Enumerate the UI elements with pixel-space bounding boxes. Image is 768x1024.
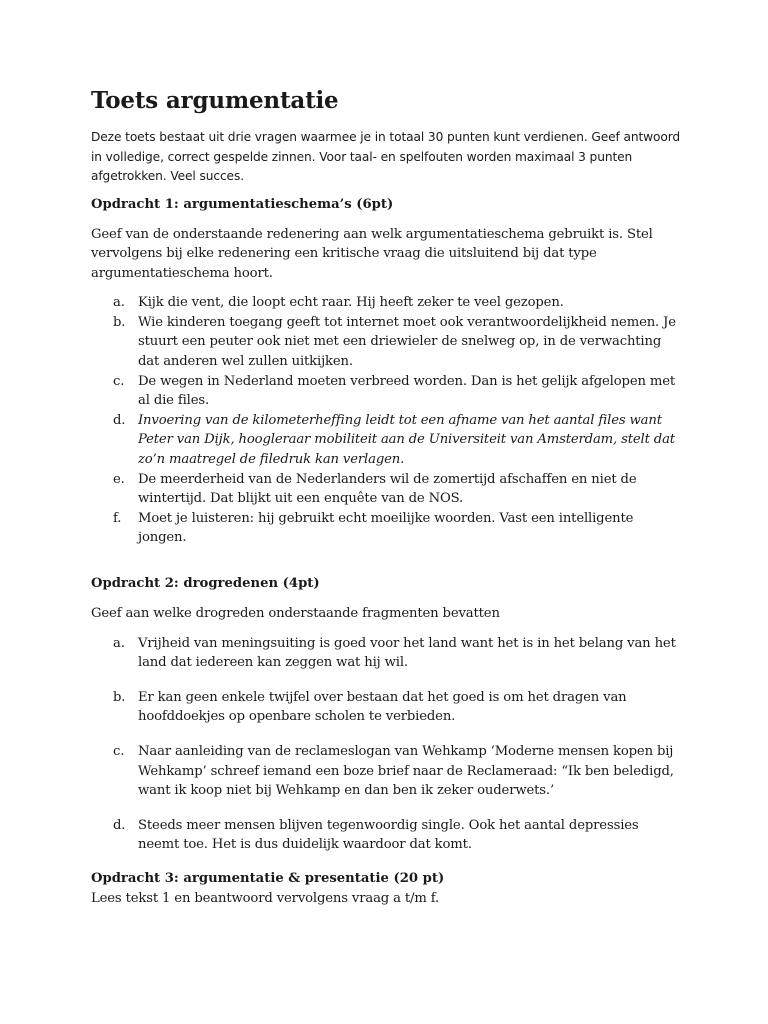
list-item xyxy=(91,293,681,313)
section-3-instruction: Lees tekst 1 en beantwoord vervolgens vraag a t/m f. xyxy=(91,890,440,906)
section-1-list xyxy=(91,293,681,548)
list-item xyxy=(91,688,681,727)
section-3 xyxy=(91,869,681,909)
section-1-heading: Opdracht 1: argumentatieschema’s (6pt) xyxy=(91,196,394,212)
list-marker: d. xyxy=(113,817,126,833)
list-item xyxy=(91,816,681,855)
section-2-list xyxy=(91,634,681,855)
list-item-text: De meerderheid van de Nederlanders wil de zomertijd afschaffen en niet de wintertijd. Dat blijkt uit een enquête van de NOS. xyxy=(138,471,637,507)
list-marker: a. xyxy=(113,635,125,651)
list-marker: a. xyxy=(113,295,125,311)
section-1-instruction: Geef van de onderstaande redenering aan welk argumentatieschema gebruikt is. Stel vervolgens bij elke redenering een kritische vraag die uitsluitend bij dat type argumentatieschema hoort. xyxy=(91,226,653,281)
list-item-text: Er kan geen enkele twijfel over bestaan dat het goed is om het dragen van hoofddoekjes op openbare scholen te verbieden. xyxy=(138,689,627,725)
list-marker: e. xyxy=(113,471,125,487)
section-2-instruction: Geef aan welke drogreden onderstaande fragmenten bevatten xyxy=(91,606,500,621)
list-item xyxy=(91,372,681,411)
list-item xyxy=(91,411,681,470)
intro-paragraph: Deze toets bestaat uit drie vragen waarmee je in totaal 30 punten kunt verdienen. Geef antwoord in volledige, correct gespelde zinnen. Voor taal- en spelfouten worden maximaal 3 punten afgetrokken. Veel succes. xyxy=(91,130,681,183)
list-item xyxy=(91,742,681,801)
section-3-heading: Opdracht 3: argumentatie & presentatie (20 pt) xyxy=(91,870,445,886)
section-2-heading: Opdracht 2: drogredenen (4pt) xyxy=(91,576,320,591)
list-item-text: Kijk die vent, die loopt echt raar. Hij heeft zeker te veel gezopen. xyxy=(138,295,564,311)
list-marker: c. xyxy=(113,743,125,759)
list-marker: c. xyxy=(113,373,125,389)
list-marker: b. xyxy=(113,689,126,705)
section-2 xyxy=(91,574,681,855)
list-item-text: Vrijheid van meningsuiting is goed voor het land want het is in het belang van het land dat iedereen kan zeggen wat hij wil. xyxy=(138,635,676,671)
list-item xyxy=(91,470,681,509)
list-marker: f. xyxy=(113,510,122,526)
list-item-text: Naar aanleiding van de reclameslogan van Wehkamp ‘Moderne mensen kopen bij Wehkamp’ schreef iemand een boze brief naar de Reclameraad: “Ik ben beledigd, want ik koop niet bij Wehkamp en dan ben ik zeker ouderwets.’ xyxy=(138,743,674,799)
list-item xyxy=(91,634,681,673)
list-item-text: Moet je luisteren: hij gebruikt echt moeilijke woorden. Vast een intelligente jongen. xyxy=(138,510,634,546)
list-item-text: Steeds meer mensen blijven tegenwoordig single. Ook het aantal depressies neemt toe. Het is dus duidelijk waardoor dat komt. xyxy=(138,817,639,853)
list-item xyxy=(91,313,681,372)
list-item-text: De wegen in Nederland moeten verbreed worden. Dan is het gelijk afgelopen met al die files. xyxy=(138,373,676,409)
list-item xyxy=(91,509,681,548)
list-marker: d. xyxy=(113,412,126,428)
document-page xyxy=(91,86,681,909)
section-1 xyxy=(91,195,681,549)
list-item-text: Invoering van de kilometerheffing leidt tot een afname van het aantal files want Peter van Dijk, hoogleraar mobiliteit aan de Universiteit van Amsterdam, stelt dat zo’n maatregel de filedruk kan verlagen. xyxy=(138,412,675,468)
document-title: Toets argumentatie xyxy=(91,87,339,114)
list-item-text: Wie kinderen toegang geeft tot internet moet ook verantwoordelijkheid nemen. Je stuurt een peuter ook niet met een driewieler de snelweg op, in de verwachting dat anderen wel zullen uitkijken. xyxy=(138,314,676,370)
list-marker: b. xyxy=(113,314,126,330)
